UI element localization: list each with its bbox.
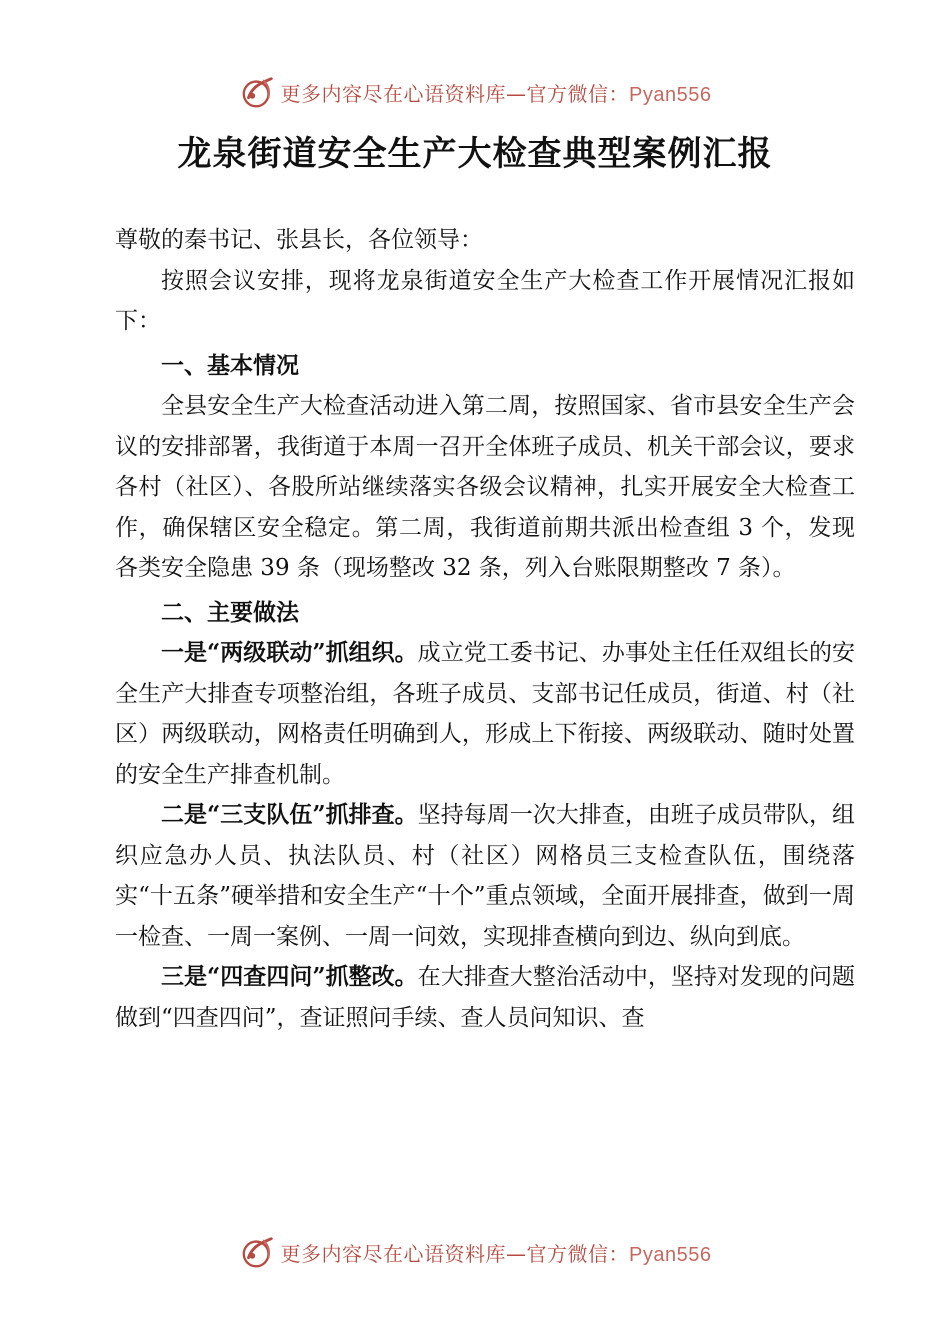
section-heading: 二、主要做法 bbox=[161, 599, 299, 626]
document-body bbox=[115, 220, 855, 1038]
intro-paragraph: 按照会议安排，现将龙泉街道安全生产大检查工作开展情况汇报如下： bbox=[115, 267, 855, 334]
item-lead: 三是“四查四问”抓整改。 bbox=[161, 963, 418, 990]
item-text: 坚持每周一次大排查，由班子成员带队，组织应急办人员、执法队员、村（社区）网格员三支检查队伍，围绕落实“十五条”硬举措和安全生产“十个”重点领域，全面开展排查，做到一周一检查、一周一案例、一周一问效，实现排查横向到边、纵向到底。 bbox=[115, 802, 855, 950]
watermark-text: 更多内容尽在心语资料库—官方微信：Pyan556 bbox=[280, 81, 712, 106]
watermark-banner-top bbox=[0, 70, 950, 114]
document-title: 龙泉街道安全生产大检查典型案例汇报 bbox=[177, 134, 773, 174]
item-lead: 二是“三支队伍”抓排查。 bbox=[161, 801, 418, 828]
watermark-text: 更多内容尽在心语资料库—官方微信：Pyan556 bbox=[280, 1241, 712, 1266]
item-lead: 一是“两级联动”抓组织。 bbox=[161, 639, 418, 666]
list-item bbox=[115, 957, 855, 1038]
greeting: 尊敬的秦书记、张县长，各位领导： bbox=[115, 227, 483, 253]
watermark-banner-bottom bbox=[0, 1230, 950, 1274]
item-text: 在大排查大整治活动中，坚持对发现的问题做到“四查四问”，查证照问手续、查人员问知识、查 bbox=[115, 964, 855, 1031]
brand-logo-icon bbox=[239, 1233, 277, 1271]
brand-logo-icon bbox=[239, 73, 277, 111]
list-item bbox=[115, 795, 855, 957]
list-item bbox=[115, 633, 855, 795]
item-text: 成立党工委书记、办事处主任任双组长的安全生产大排查专项整治组，各班子成员、支部书记任成员，街道、村（社区）两级联动，网格责任明确到人，形成上下衔接、两级联动、随时处置的安全生产排查机制。 bbox=[115, 640, 855, 788]
section-heading: 一、基本情况 bbox=[161, 352, 299, 379]
section-paragraph: 全县安全生产大检查活动进入第二周，按照国家、省市县安全生产会议的安排部署，我街道于本周一召开全体班子成员、机关干部会议，要求各村（社区）、各股所站继续落实各级会议精神，扎实开展安全大检查工作，确保辖区安全稳定。第二周，我街道前期共派出检查组 3 个，发现各类安全隐患 39 条（现场整改 32 条，列入台账限期整改 7 条）。 bbox=[115, 393, 855, 581]
